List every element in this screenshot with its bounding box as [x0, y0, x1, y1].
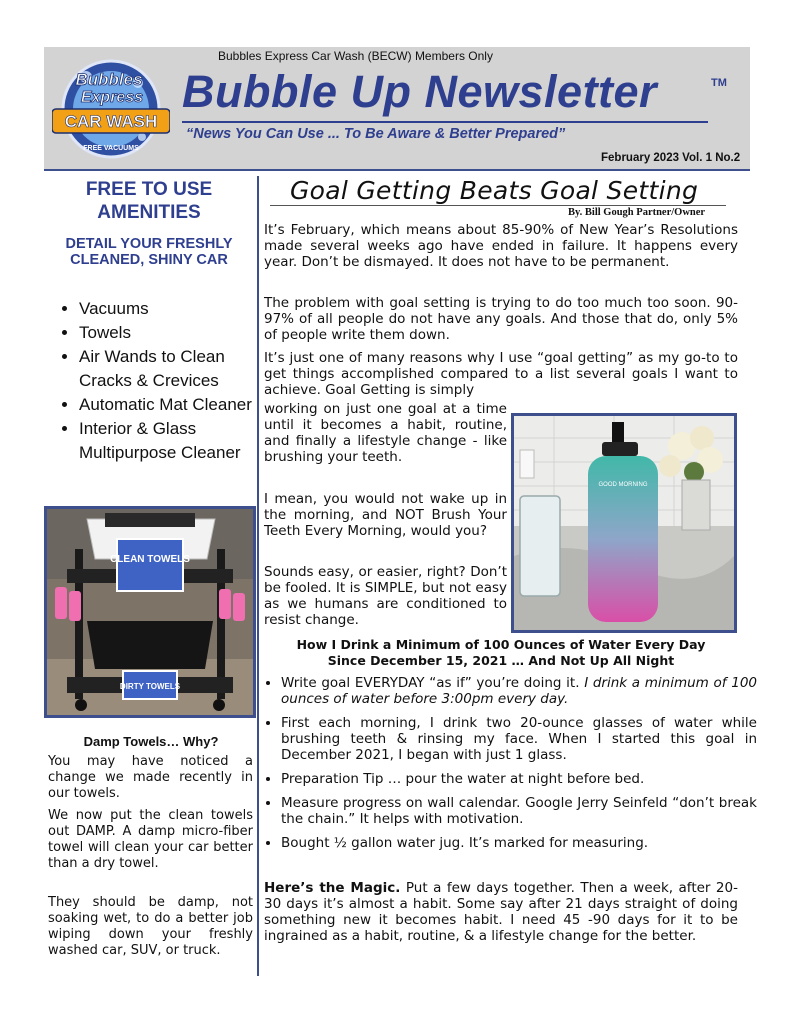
amenities-list	[60, 297, 275, 465]
water-heading	[262, 637, 740, 669]
article-paragraph: The problem with goal setting is trying to do too much too soon. 90-97% of all people do not have any goals. And those that do, only 5% of people write them down.	[264, 295, 738, 343]
towel-cart-photo	[44, 506, 256, 718]
water-heading-line: Since December 15, 2021 … And Not Up All Night	[327, 653, 675, 668]
masthead-rule	[44, 169, 750, 171]
members-only-line: Bubbles Express Car Wash (BECW) Members Only	[218, 49, 493, 63]
logo-banner-text: CAR WASH	[64, 112, 158, 131]
towel-cart-illustration	[47, 509, 253, 715]
article-heading: Goal Getting Beats Goal Setting	[290, 176, 699, 205]
article-byline: By. Bill Gough Partner/Owner	[568, 207, 706, 218]
amenity-item: • Air Wands to Clean Cracks & Crevices	[79, 345, 275, 393]
jug-label: GOOD MORNING	[598, 482, 648, 488]
water-tip-emphasis: I drink a minimum of 100 ounces of water before 3:00pm every day.	[281, 675, 757, 707]
water-tip-item: • Bought ½ gallon water jug. It’s marked for measuring.	[281, 835, 757, 851]
water-tips-list	[264, 675, 757, 859]
damp-paragraph: We now put the clean towels out DAMP. A damp micro-fiber towel will clean your car better than a dry towel.	[48, 808, 253, 871]
article-wrap-paragraph: working on just one goal at a time until it becomes a habit, routine, and finally a lifestyle change - like brushing your teeth.	[264, 401, 507, 465]
amenities-subheading: DETAIL YOUR FRESHLY CLEANED, SHINY CAR	[65, 236, 233, 268]
magic-text: Put a few days together. Then a week, after 20-30 days it’s almost a habit. Some say after 21 days straight of doing something new it becomes habit. I need 45 -90 days for it to be ingrained as a habit, routine, & a lifestyle change for the better.	[264, 880, 738, 944]
water-jug-illustration	[514, 416, 734, 630]
water-tip-item	[281, 675, 757, 707]
article-heading-rule	[270, 205, 726, 206]
water-tip-item: • Preparation Tip … pour the water at night before bed.	[281, 771, 757, 787]
newsletter-title: Bubble Up Newsletter	[182, 66, 658, 117]
logo-word-bubbles: Bubbles	[75, 70, 143, 89]
water-heading-line: How I Drink a Minimum of 100 Ounces of Water Every Day	[296, 637, 706, 652]
article-wrap-paragraph: I mean, you would not wake up in the morning, and NOT Brush Your Teeth Every Morning, would you?	[264, 491, 507, 539]
amenity-item: • Interior & Glass Multipurpose Cleaner	[79, 417, 275, 465]
logo-ring-text: FREE VACUUMS	[83, 145, 139, 152]
amenity-item: • Towels	[79, 321, 275, 345]
title-underline	[182, 121, 708, 123]
damp-towels-heading: Damp Towels… Why?	[83, 734, 219, 749]
water-tip-item: • First each morning, I drink two 20-ounce glasses of water while brushing teeth & rinsing my face. When I started this goal in December 2021, I began with just 1 glass.	[281, 715, 757, 763]
logo-word-express: Express	[80, 89, 144, 106]
dirty-towels-sign: DIRTY TOWELS	[119, 682, 181, 691]
amenity-item: • Automatic Mat Cleaner	[79, 393, 275, 417]
article-paragraph: It’s February, which means about 85-90% of New Year’s Resolutions made several weeks ago have ended in failure. It happens every year. Don’t be dismayed. It does not have to be permanent.	[264, 222, 738, 270]
magic-lead: Here’s the Magic.	[264, 880, 401, 896]
amenity-item: • Vacuums	[79, 297, 275, 321]
trademark-mark: TM	[711, 77, 727, 89]
damp-paragraph: They should be damp, not soaking wet, to do a better job wiping down your freshly washed car, SUV, or truck.	[48, 895, 253, 958]
logo-bubble-icon	[138, 133, 146, 141]
damp-paragraph: You may have noticed a change we made recently in our towels.	[48, 754, 253, 801]
water-jug-photo	[511, 413, 737, 633]
amenities-heading: FREE TO USE AMENITIES	[85, 179, 213, 223]
clean-towels-sign: CLEAN TOWELS	[110, 554, 190, 565]
column-divider	[257, 176, 259, 976]
article-wrap-paragraph: Sounds easy, or easier, right? Don’t be fooled. It is SIMPLE, but not easy as we humans are conditioned to resist change.	[264, 564, 507, 628]
magic-paragraph	[264, 880, 738, 944]
article-paragraph: It’s just one of many reasons why I use “goal getting” as my go-to to get things accomplished compared to a list several goals I want to achieve. Goal Getting is simply	[264, 350, 738, 398]
bubbles-express-logo	[52, 55, 170, 161]
newsletter-tagline: “News You Can Use ... To Be Aware & Better Prepared”	[186, 126, 566, 142]
issue-date: February 2023 Vol. 1 No.2	[601, 152, 741, 164]
water-tip-text: Write goal EVERYDAY “as if” you’re doing it.	[281, 675, 585, 691]
water-tip-item: • Measure progress on wall calendar. Google Jerry Seinfeld “don’t break the chain.” It helps with motivation.	[281, 795, 757, 827]
